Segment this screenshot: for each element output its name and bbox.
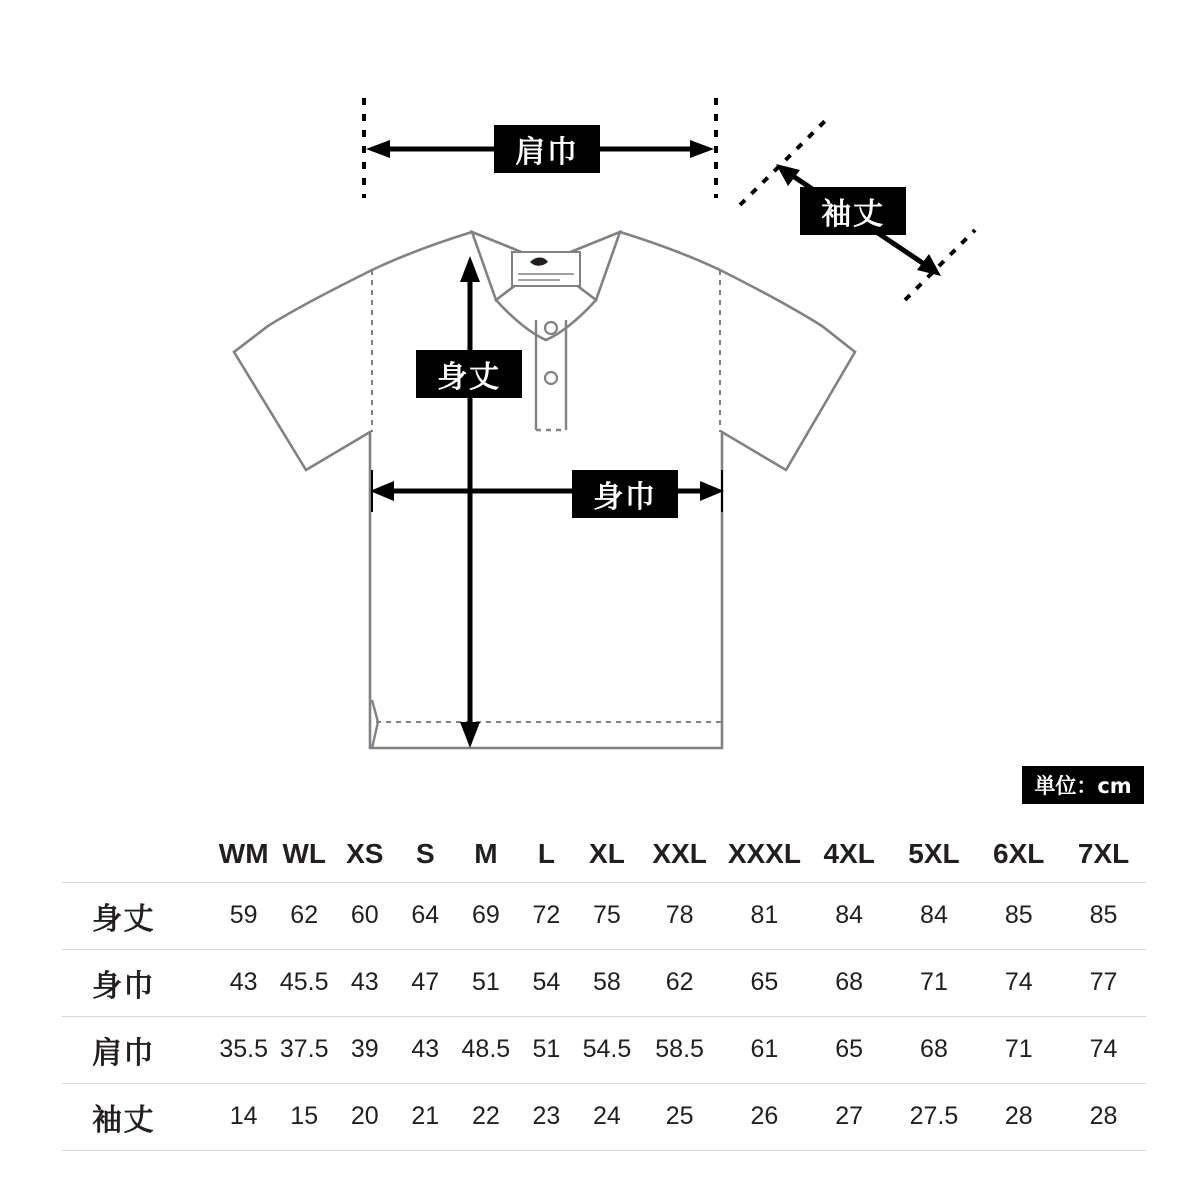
cell-body-length-xl: 75 [577, 882, 638, 949]
cell-body-width-s: 47 [395, 949, 456, 1016]
cell-shoulder-width-7xl: 74 [1061, 1016, 1146, 1083]
label-sleeve-length: 袖丈 [800, 187, 906, 235]
cell-sleeve-length-xxl: 25 [637, 1083, 722, 1150]
cell-shoulder-width-6xl: 71 [976, 1016, 1061, 1083]
label-body-length: 身丈 [416, 350, 522, 398]
size-header-wl: WL [274, 826, 335, 882]
row-label-sleeve-length: 袖丈 [62, 1083, 213, 1150]
cell-body-width-5xl: 71 [892, 949, 977, 1016]
size-header-wm: WM [213, 826, 274, 882]
cell-shoulder-width-xs: 39 [334, 1016, 395, 1083]
cell-shoulder-width-m: 48.5 [456, 1016, 517, 1083]
table-row [62, 1016, 1146, 1083]
size-header-m: M [456, 826, 517, 882]
size-header-6xl: 6XL [976, 826, 1061, 882]
cell-body-length-xxxl: 81 [722, 882, 807, 949]
cell-sleeve-length-5xl: 27.5 [892, 1083, 977, 1150]
cell-sleeve-length-s: 21 [395, 1083, 456, 1150]
cell-body-length-5xl: 84 [892, 882, 977, 949]
size-header-xxxl: XXXL [722, 826, 807, 882]
cell-body-length-6xl: 85 [976, 882, 1061, 949]
cell-shoulder-width-wm: 35.5 [213, 1016, 274, 1083]
cell-body-width-wl: 45.5 [274, 949, 335, 1016]
label-body-width: 身巾 [572, 470, 678, 518]
table-row [62, 882, 1146, 949]
cell-body-width-m: 51 [456, 949, 517, 1016]
cell-shoulder-width-l: 51 [516, 1016, 577, 1083]
cell-shoulder-width-4xl: 65 [807, 1016, 892, 1083]
size-header-xl: XL [577, 826, 638, 882]
cell-body-length-s: 64 [395, 882, 456, 949]
cell-shoulder-width-xxl: 58.5 [637, 1016, 722, 1083]
cell-body-width-4xl: 68 [807, 949, 892, 1016]
row-label-body-width: 身巾 [62, 949, 213, 1016]
cell-sleeve-length-7xl: 28 [1061, 1083, 1146, 1150]
label-unit: 単位：cm [1022, 766, 1144, 804]
neck-label [512, 252, 580, 286]
size-header-l: L [516, 826, 577, 882]
cell-sleeve-length-xs: 20 [334, 1083, 395, 1150]
label-shoulder-width: 肩巾 [494, 125, 600, 173]
cell-body-width-6xl: 74 [976, 949, 1061, 1016]
cell-sleeve-length-xxxl: 26 [722, 1083, 807, 1150]
cell-body-width-xxxl: 65 [722, 949, 807, 1016]
cell-body-length-wl: 62 [274, 882, 335, 949]
cell-sleeve-length-xl: 24 [577, 1083, 638, 1150]
cell-body-width-wm: 43 [213, 949, 274, 1016]
cell-body-length-7xl: 85 [1061, 882, 1146, 949]
cell-body-width-xxl: 62 [637, 949, 722, 1016]
cell-shoulder-width-xxxl: 61 [722, 1016, 807, 1083]
cell-shoulder-width-wl: 37.5 [274, 1016, 335, 1083]
cell-body-width-xs: 43 [334, 949, 395, 1016]
cell-sleeve-length-m: 22 [456, 1083, 517, 1150]
cell-sleeve-length-wm: 14 [213, 1083, 274, 1150]
size-header-xs: XS [334, 826, 395, 882]
cell-sleeve-length-wl: 15 [274, 1083, 335, 1150]
size-header-5xl: 5XL [892, 826, 977, 882]
cell-body-width-l: 54 [516, 949, 577, 1016]
cell-body-length-l: 72 [516, 882, 577, 949]
cell-sleeve-length-4xl: 27 [807, 1083, 892, 1150]
table-row [62, 1083, 1146, 1150]
cell-body-length-4xl: 84 [807, 882, 892, 949]
row-label-shoulder-width: 肩巾 [62, 1016, 213, 1083]
row-label-body-length: 身丈 [62, 882, 213, 949]
cell-shoulder-width-s: 43 [395, 1016, 456, 1083]
cell-sleeve-length-6xl: 28 [976, 1083, 1061, 1150]
cell-body-width-7xl: 77 [1061, 949, 1146, 1016]
cell-body-length-xs: 60 [334, 882, 395, 949]
cell-sleeve-length-l: 23 [516, 1083, 577, 1150]
size-header-xxl: XXL [637, 826, 722, 882]
cell-shoulder-width-xl: 54.5 [577, 1016, 638, 1083]
size-header-7xl: 7XL [1061, 826, 1146, 882]
table-corner-cell [62, 826, 213, 882]
cell-shoulder-width-5xl: 68 [892, 1016, 977, 1083]
table-row [62, 949, 1146, 1016]
cell-body-width-xl: 58 [577, 949, 638, 1016]
size-header-s: S [395, 826, 456, 882]
size-header-4xl: 4XL [807, 826, 892, 882]
cell-body-length-wm: 59 [213, 882, 274, 949]
cell-body-length-m: 69 [456, 882, 517, 949]
size-table [62, 826, 1146, 1151]
table-header-row [62, 826, 1146, 882]
cell-body-length-xxl: 78 [637, 882, 722, 949]
